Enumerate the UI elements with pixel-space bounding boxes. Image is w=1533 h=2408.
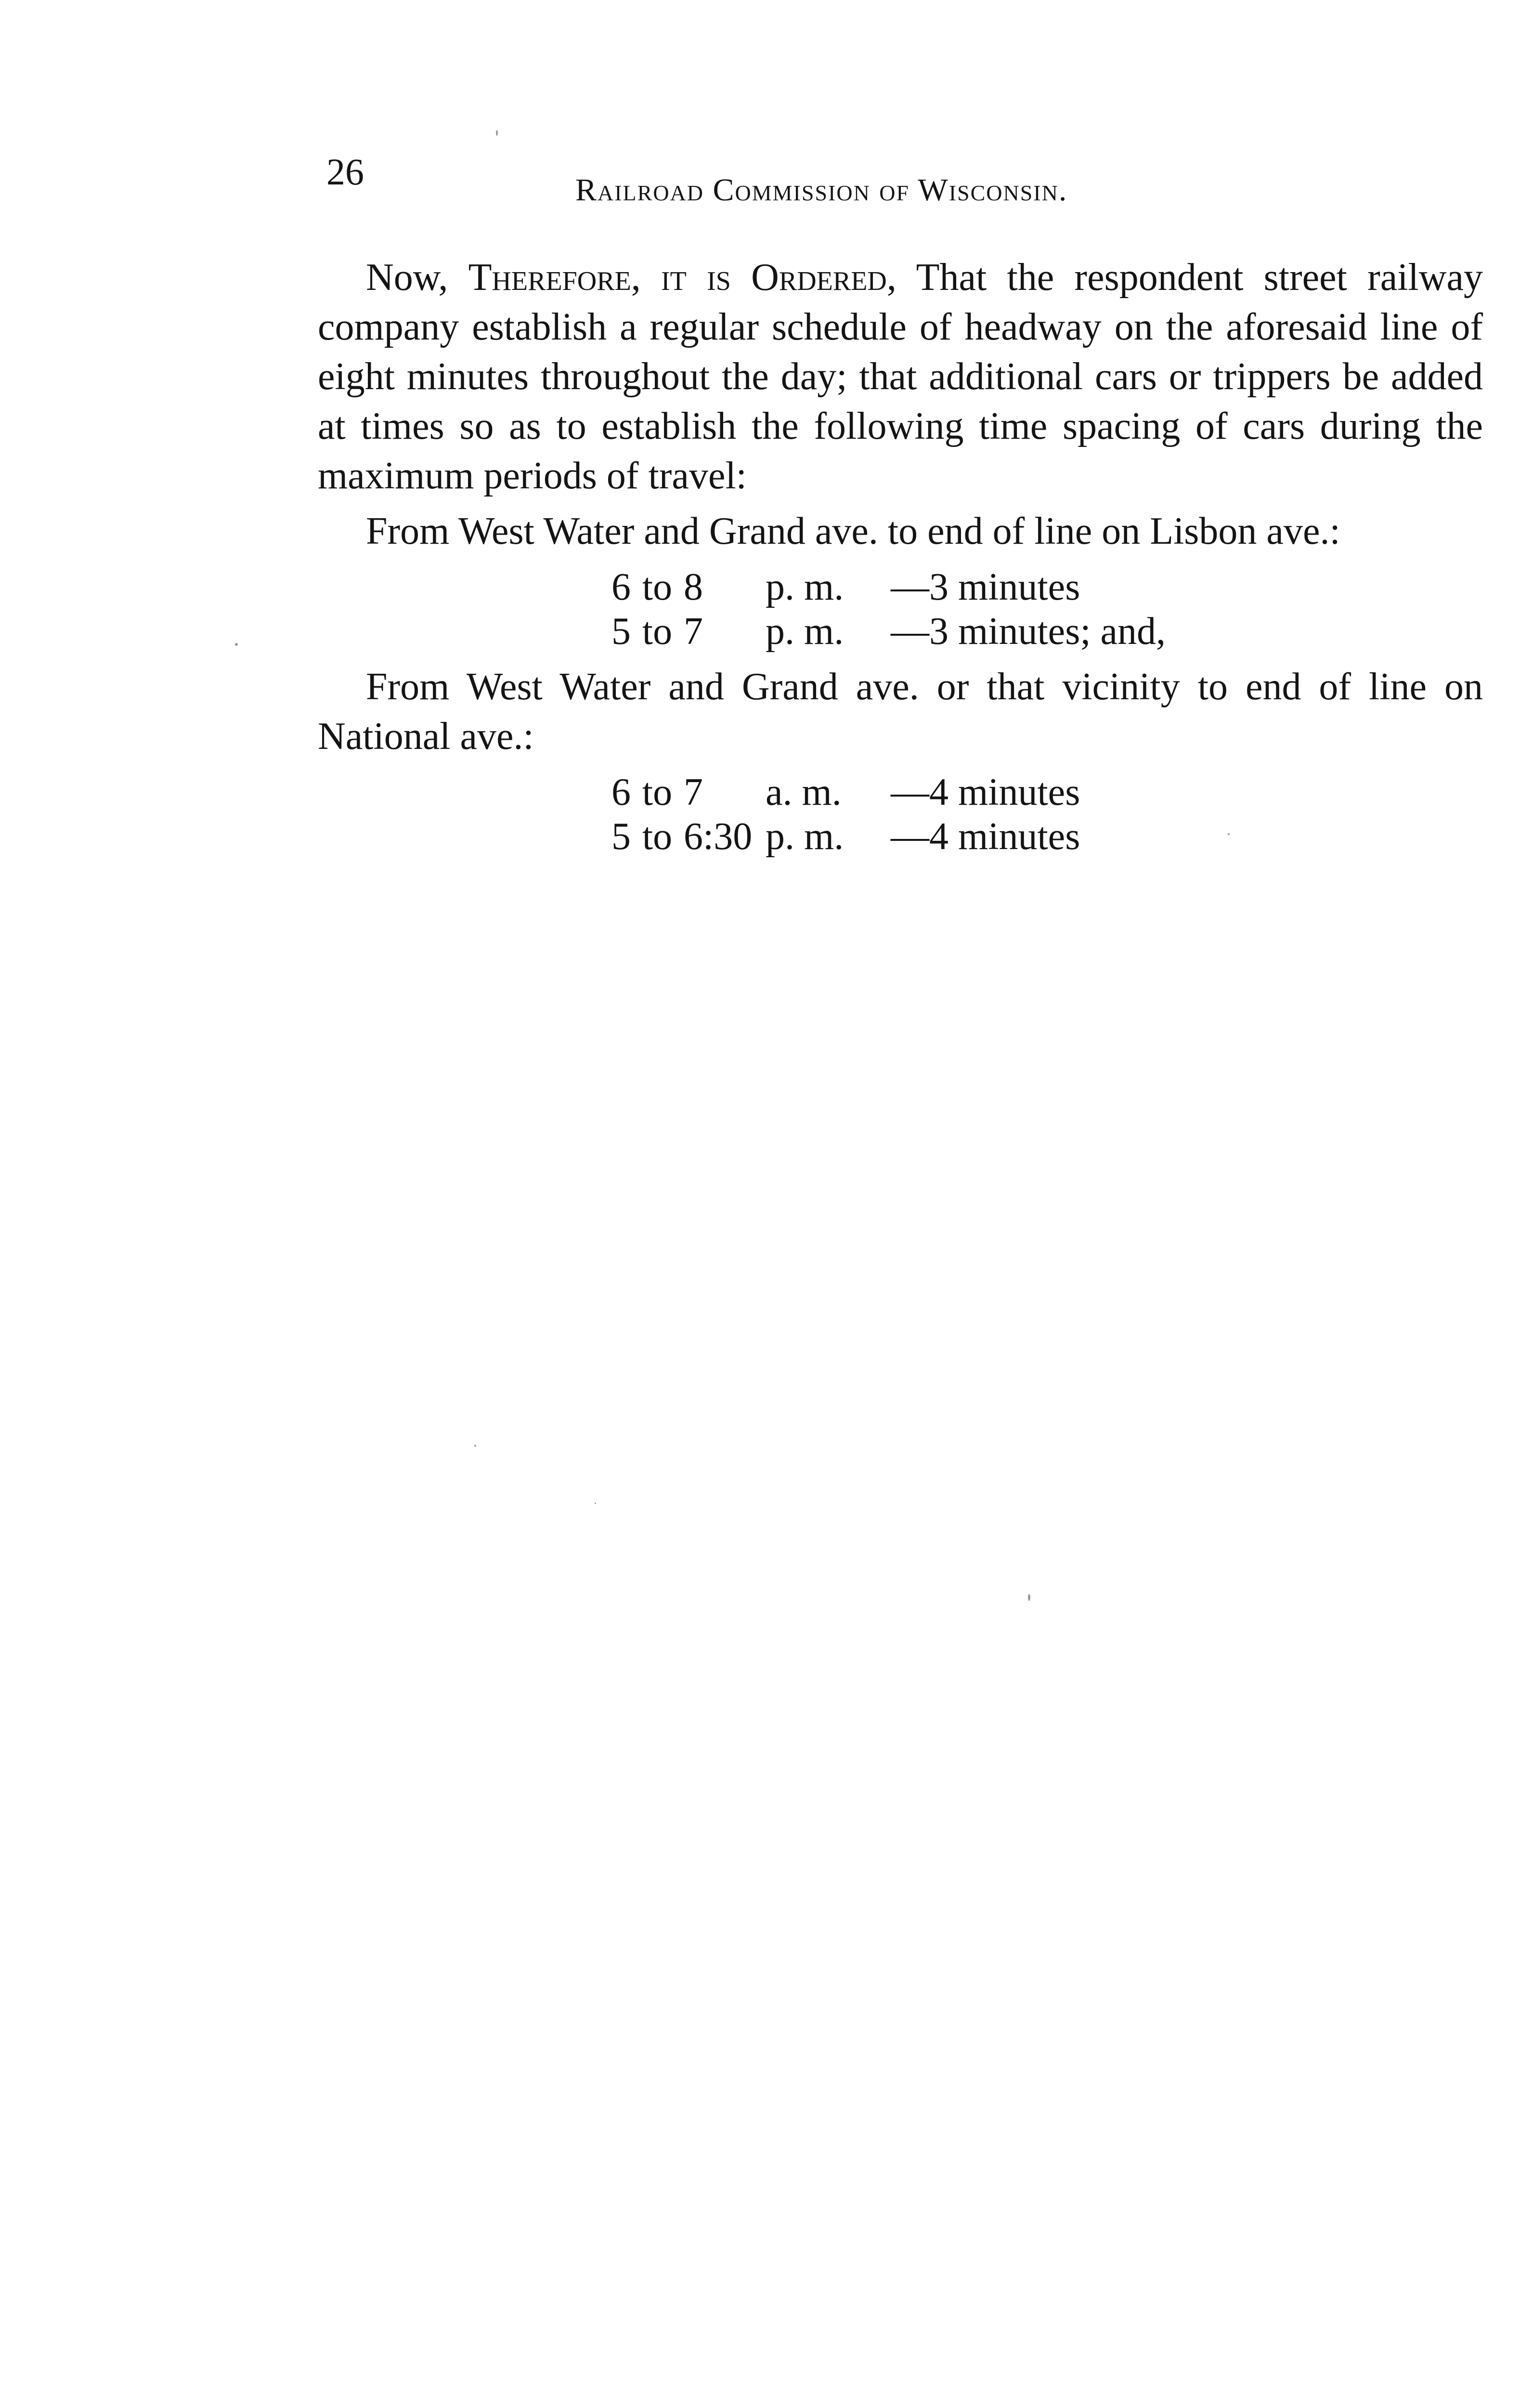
schedule-from: 6 xyxy=(611,566,631,608)
schedule-interval: —3 minutes; and, xyxy=(891,610,1166,653)
schedule-to-word: to xyxy=(642,771,673,813)
route-2-schedule xyxy=(597,770,1175,859)
schedule-row xyxy=(597,814,1175,859)
schedule-row xyxy=(597,770,1175,814)
schedule-row xyxy=(597,609,1175,654)
schedule-to-word: to xyxy=(642,610,673,653)
running-title: Railroad Commission of Wisconsin. xyxy=(575,172,1068,208)
schedule-row xyxy=(597,565,1175,609)
schedule-until: 6:30 xyxy=(684,815,753,858)
body-text xyxy=(318,253,1483,867)
scan-speck xyxy=(496,130,498,136)
scan-speck xyxy=(595,1503,596,1504)
schedule-from: 5 xyxy=(611,815,631,858)
scan-speck xyxy=(1228,833,1230,835)
route-1-paragraph: From West Water and Grand ave. to end of line on Lisbon ave.: xyxy=(366,510,1340,552)
schedule-period: a. m. xyxy=(766,771,842,813)
order-smallcaps-phrase: Therefore, it is Ordered, xyxy=(468,256,896,299)
schedule-until: 7 xyxy=(684,771,703,813)
route-1-schedule xyxy=(597,565,1175,654)
schedule-to-word: to xyxy=(642,566,673,608)
schedule-interval: —4 minutes xyxy=(891,771,1080,813)
schedule-from: 6 xyxy=(611,771,631,813)
schedule-until: 8 xyxy=(684,566,703,608)
page-number: 26 xyxy=(326,151,364,193)
route-2-paragraph: From West Water and Grand ave. or that vicinity to end of line on National ave.: xyxy=(318,666,1483,758)
order-paragraph xyxy=(318,253,1483,501)
schedule-interval: —4 minutes xyxy=(891,815,1080,858)
schedule-from: 5 xyxy=(611,610,631,653)
schedule-interval: —3 minutes xyxy=(891,566,1080,608)
order-lead: Now, xyxy=(366,256,468,299)
schedule-to-word: to xyxy=(642,815,673,858)
scan-speck xyxy=(1028,1594,1030,1601)
schedule-period: p. m. xyxy=(766,815,844,858)
schedule-period: p. m. xyxy=(766,566,844,608)
scan-speck xyxy=(235,643,238,646)
schedule-period: p. m. xyxy=(766,610,844,653)
order-rest: That the respondent street railway company establish a regular schedule of headway on the aforesaid line of eight minutes throughout the day; that additional cars or trippers be added at times so as to establish the following time spacing of cars during the maximum periods of travel: xyxy=(318,256,1483,497)
schedule-until: 7 xyxy=(684,610,703,653)
scan-speck xyxy=(474,1445,476,1447)
